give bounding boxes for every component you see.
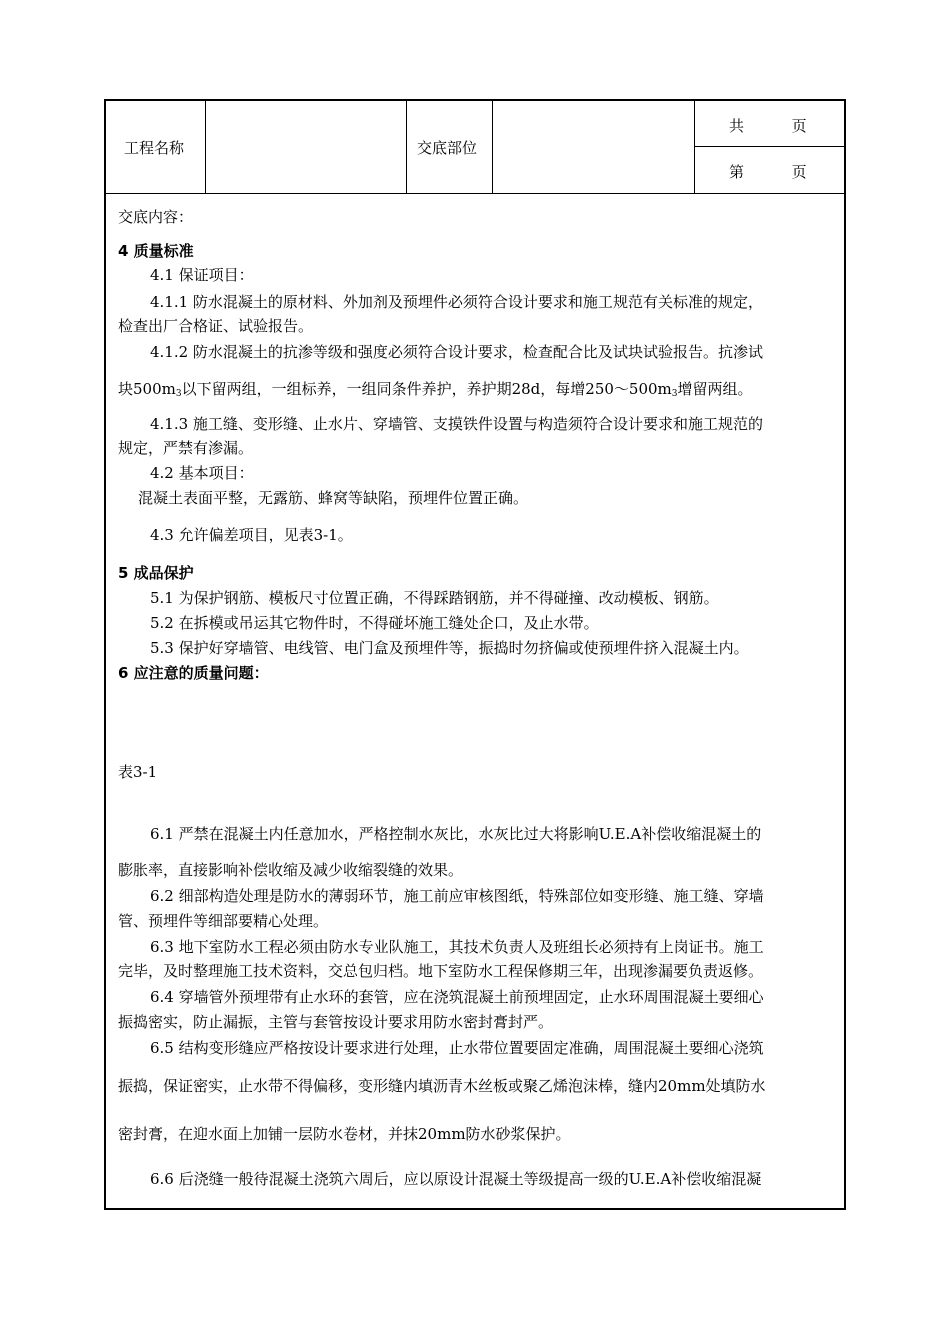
content-intro: 交底内容： <box>118 208 194 226</box>
section-4-1-3-cont: 规定，严禁有渗漏。 <box>118 439 254 457</box>
total-pages: 共 页 <box>729 117 807 135</box>
section-4-3: 4.3 允许偏差项目，见表3-1。 <box>150 526 353 544</box>
section-6-3-cont: 完毕，及时整理施工技术资料，交总包归档。地下室防水工程保修期三年，出现渗漏要负责返修。 <box>118 962 764 980</box>
header-table <box>106 101 844 194</box>
disclosure-form <box>104 99 846 1210</box>
text-fragment: 增留两组。 <box>677 380 753 398</box>
section-4-1-2-cont <box>118 377 753 406</box>
section-6-5: 6.5 结构变形缝应严格按设计要求进行处理，止水带位置要固定准确，周围混凝土要细心浇筑 <box>150 1039 764 1057</box>
column-divider <box>492 101 493 193</box>
section-6-5-cont-1: 振捣，保证密实，止水带不得偏移，变形缝内填沥青木丝板或聚乙烯泡沫棒，缝内20mm处填防水 <box>118 1077 766 1095</box>
row-divider <box>694 146 844 147</box>
section-6-2: 6.2 细部构造处理是防水的薄弱环节，施工前应审核图纸，特殊部位如变形缝、施工缝、穿墙 <box>150 887 764 905</box>
section-6-1: 6.1 严禁在混凝土内任意加水，严格控制水灰比，水灰比过大将影响U.E.A补偿收缩混凝土的 <box>150 825 762 843</box>
column-divider <box>406 101 407 193</box>
column-divider <box>694 101 695 193</box>
section-5-title: 5 成品保护 <box>118 564 194 582</box>
section-6-6: 6.6 后浇缝一般待混凝土浇筑六周后，应以原设计混凝土等级提高一级的U.E.A补偿收缩混凝 <box>150 1170 762 1188</box>
section-4-2: 4.2 基本项目： <box>150 464 254 482</box>
section-6-title: 6 应注意的质量问题： <box>118 664 269 682</box>
section-6-2-cont: 管、预埋件等细部要精心处理。 <box>118 912 329 930</box>
section-6-1-cont: 膨胀率，直接影响补偿收缩及减少收缩裂缝的效果。 <box>118 861 464 879</box>
text-fragment: 以下留两组，一组标养，一组同条件养护，养护期28d，每增250～500m <box>181 380 672 398</box>
section-4-1-2: 4.1.2 防水混凝土的抗渗等级和强度必须符合设计要求，检查配合比及试块试验报告。抗渗试 <box>150 343 763 361</box>
section-6-3: 6.3 地下室防水工程必须由防水专业队施工，其技术负责人及班组长必须持有上岗证书。施工 <box>150 938 764 956</box>
section-6-4-cont: 振捣密实，防止漏振，主管与套管按设计要求用防水密封膏封严。 <box>118 1013 554 1031</box>
subscript: 3 <box>671 389 678 399</box>
section-5-1: 5.1 为保护钢筋、模板尺寸位置正确，不得踩踏钢筋，并不得碰撞、改动模板、钢筋。 <box>150 589 719 607</box>
project-name-label: 工程名称 <box>124 139 185 157</box>
section-4-title: 4 质量标准 <box>118 242 194 260</box>
section-5-3: 5.3 保护好穿墙管、电线管、电门盒及预埋件等，振捣时勿挤偏或使预埋件挤入混凝土内。 <box>150 639 749 657</box>
section-4-1-1: 4.1.1 防水混凝土的原材料、外加剂及预埋件必须符合设计要求和施工规范有关标准的规定， <box>150 293 763 311</box>
table-reference: 表3-1 <box>118 763 158 781</box>
location-label: 交底部位 <box>417 139 478 157</box>
section-6-5-cont-2: 密封膏，在迎水面上加铺一层防水卷材，并抹20mm防水砂浆保护。 <box>118 1125 571 1143</box>
subscript: 3 <box>175 389 182 399</box>
section-4-2-text: 混凝土表面平整，无露筋、蜂窝等缺陷，预埋件位置正确。 <box>138 489 529 507</box>
section-4-1-1-cont: 检查出厂合格证、试验报告。 <box>118 317 314 335</box>
page-number: 第 页 <box>729 163 807 181</box>
column-divider <box>205 101 206 193</box>
section-5-2: 5.2 在拆模或吊运其它物件时，不得碰坏施工缝处企口，及止水带。 <box>150 614 599 632</box>
text-fragment: 块500m <box>118 380 176 398</box>
section-6-4: 6.4 穿墙管外预埋带有止水环的套管，应在浇筑混凝土前预埋固定，止水环周围混凝土要细心 <box>150 988 764 1006</box>
section-4-1: 4.1 保证项目： <box>150 266 254 284</box>
section-4-1-3: 4.1.3 施工缝、变形缝、止水片、穿墙管、支摸铁件设置与构造须符合设计要求和施工规范的 <box>150 415 763 433</box>
